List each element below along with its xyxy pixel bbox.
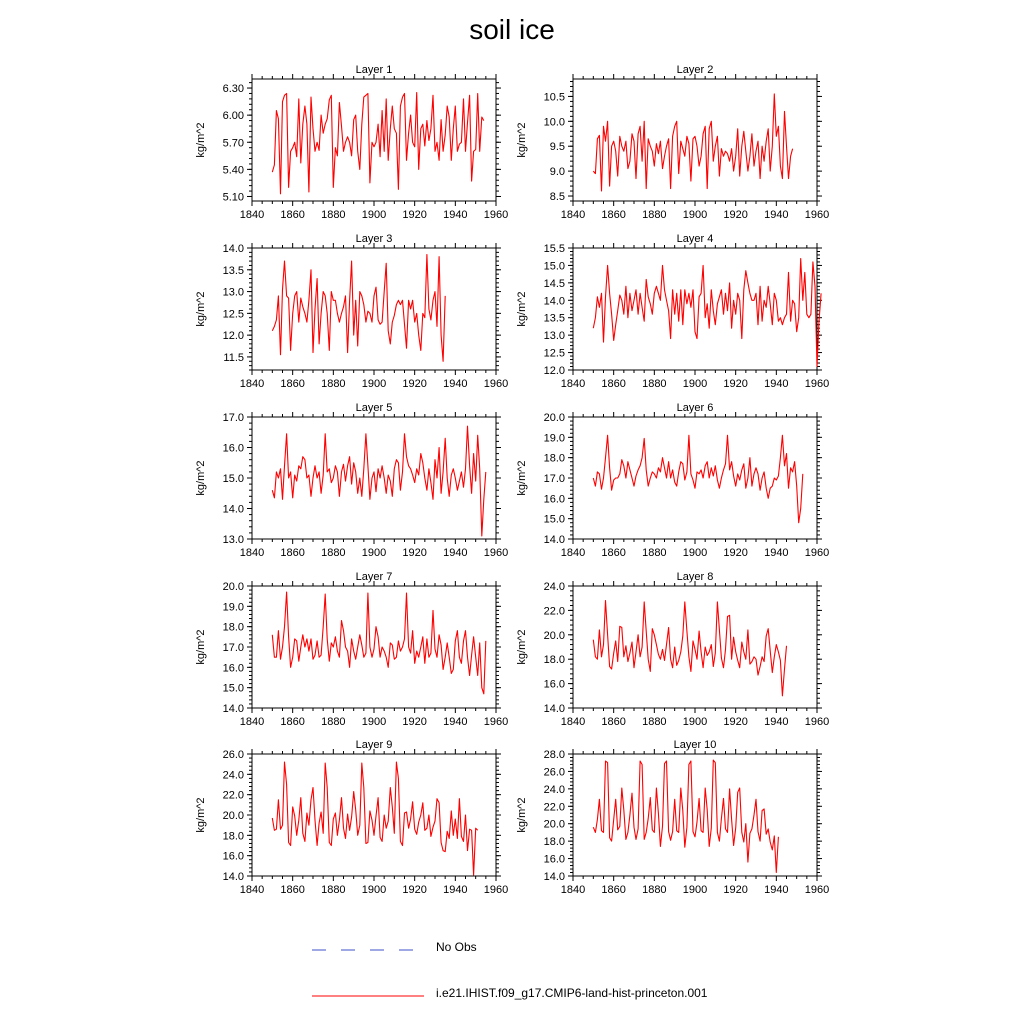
- x-tick-label: 1900: [682, 716, 708, 728]
- y-tick-label: 16.0: [543, 678, 565, 691]
- panel-title: Layer 7: [355, 571, 393, 583]
- y-tick-label: 14.0: [222, 871, 244, 883]
- x-tick-label: 1940: [764, 209, 789, 221]
- y-tick-label: 15.0: [543, 260, 565, 273]
- x-tick-label: 1860: [280, 884, 305, 896]
- y-tick-label: 24.0: [543, 783, 565, 796]
- panel-layer-3: [195, 233, 508, 390]
- y-tick-label: 14.0: [543, 295, 565, 308]
- x-tick-label: 1900: [361, 378, 387, 390]
- y-tick-label: 20.0: [543, 629, 565, 642]
- y-tick-label: 10.0: [543, 116, 565, 129]
- y-tick-label: 14.0: [222, 243, 244, 255]
- x-tick-label: 1900: [682, 209, 708, 221]
- x-tick-label: 1880: [642, 884, 667, 896]
- x-tick-label: 1860: [280, 716, 305, 728]
- plot-frame: [573, 417, 817, 539]
- y-tick-label: 13.0: [222, 286, 244, 299]
- x-tick-label: 1900: [682, 378, 708, 390]
- y-tick-label: 10.5: [543, 91, 565, 104]
- y-axis-label: kg/m^2: [195, 122, 207, 158]
- x-tick-label: 1840: [239, 547, 265, 559]
- y-tick-label: 14.5: [543, 277, 565, 290]
- y-tick-label: 16.0: [543, 853, 565, 866]
- x-tick-label: 1840: [239, 884, 265, 896]
- y-tick-label: 14.0: [222, 703, 244, 715]
- panel-layer-9: [195, 739, 508, 896]
- x-tick-label: 1940: [764, 378, 789, 390]
- y-tick-label: 12.5: [543, 347, 565, 360]
- y-tick-label: 28.0: [543, 749, 565, 761]
- x-tick-label: 1900: [682, 547, 708, 559]
- series-line-soil-ice: [272, 255, 445, 362]
- y-axis-label: kg/m^2: [195, 797, 207, 833]
- y-tick-label: 6.30: [222, 83, 244, 96]
- x-tick-label: 1860: [280, 209, 305, 221]
- x-tick-label: 1840: [239, 716, 265, 728]
- y-tick-label: 22.0: [543, 605, 565, 618]
- y-tick-label: 16.0: [543, 493, 565, 506]
- x-tick-label: 1960: [804, 209, 830, 221]
- x-tick-label: 1860: [280, 378, 305, 390]
- y-tick-label: 12.0: [222, 330, 244, 343]
- x-tick-label: 1880: [642, 378, 667, 390]
- plot-frame: [573, 754, 817, 876]
- y-tick-label: 22.0: [222, 789, 244, 802]
- x-tick-label: 1940: [443, 209, 468, 221]
- legend-label-model-run: i.e21.IHIST.f09_g17.CMIP6-land-hist-princeton.001: [436, 986, 708, 1000]
- x-tick-label: 1900: [361, 547, 387, 559]
- x-tick-label: 1860: [601, 378, 626, 390]
- x-tick-label: 1860: [280, 547, 305, 559]
- x-tick-label: 1960: [483, 716, 509, 728]
- y-tick-label: 19.0: [222, 601, 244, 614]
- x-tick-label: 1920: [402, 209, 427, 221]
- series-line-soil-ice: [593, 259, 821, 367]
- x-tick-label: 1960: [483, 378, 509, 390]
- legend-swatch-dashed: [312, 940, 422, 960]
- x-tick-label: 1960: [804, 378, 830, 390]
- y-axis-label: kg/m^2: [516, 460, 528, 496]
- x-tick-label: 1840: [560, 547, 586, 559]
- series-line-soil-ice: [272, 592, 486, 694]
- panel-title: Layer 5: [355, 402, 393, 414]
- x-tick-label: 1900: [682, 884, 708, 896]
- x-tick-label: 1880: [321, 884, 346, 896]
- y-tick-label: 26.0: [543, 766, 565, 779]
- y-tick-label: 26.0: [222, 749, 244, 761]
- y-tick-label: 16.0: [222, 662, 244, 675]
- y-tick-label: 20.0: [222, 810, 244, 822]
- x-tick-label: 1940: [443, 884, 468, 896]
- panel-layer-6: [516, 402, 829, 559]
- y-tick-label: 16.0: [222, 442, 244, 455]
- y-tick-label: 22.0: [543, 801, 565, 814]
- y-tick-label: 17.0: [222, 642, 244, 654]
- y-axis-label: kg/m^2: [516, 797, 528, 833]
- x-tick-label: 1920: [723, 209, 748, 221]
- panel-title: Layer 10: [673, 739, 717, 751]
- x-tick-label: 1880: [642, 716, 667, 728]
- series-line-soil-ice: [593, 601, 786, 696]
- x-tick-label: 1920: [723, 716, 748, 728]
- panel-title: Layer 2: [676, 64, 714, 76]
- y-tick-label: 19.0: [543, 432, 565, 445]
- x-tick-label: 1860: [601, 209, 626, 221]
- x-tick-label: 1840: [560, 884, 586, 896]
- y-axis-label: kg/m^2: [195, 291, 207, 327]
- series-line-soil-ice: [272, 762, 477, 875]
- y-tick-label: 14.0: [543, 871, 565, 883]
- x-tick-label: 1860: [601, 884, 626, 896]
- y-tick-label: 5.40: [222, 164, 244, 177]
- y-tick-label: 11.5: [223, 351, 244, 364]
- panel-layer-2: [516, 64, 829, 221]
- x-tick-label: 1940: [764, 716, 789, 728]
- panel-layer-4: [516, 233, 829, 390]
- y-tick-label: 13.0: [543, 330, 565, 343]
- y-tick-label: 13.5: [222, 264, 244, 277]
- y-axis-label: kg/m^2: [516, 629, 528, 665]
- y-axis-label: kg/m^2: [516, 291, 528, 327]
- panel-layer-5: [195, 402, 508, 559]
- y-tick-label: 9.5: [549, 141, 565, 154]
- y-tick-label: 20.0: [543, 412, 565, 424]
- x-tick-label: 1900: [361, 209, 387, 221]
- y-tick-label: 17.0: [222, 412, 244, 424]
- plot-frame: [252, 754, 496, 876]
- y-tick-label: 12.0: [543, 365, 565, 377]
- x-tick-label: 1940: [764, 884, 789, 896]
- x-tick-label: 1840: [239, 378, 265, 390]
- panel-title: Layer 3: [355, 233, 393, 245]
- x-tick-label: 1960: [804, 884, 830, 896]
- y-axis-label: kg/m^2: [195, 460, 207, 496]
- y-tick-label: 8.5: [549, 191, 565, 204]
- y-axis-label: kg/m^2: [195, 629, 207, 665]
- x-tick-label: 1940: [443, 378, 468, 390]
- legend-swatch-solid: [312, 986, 426, 1006]
- y-tick-label: 14.0: [543, 703, 565, 715]
- x-tick-label: 1920: [723, 378, 748, 390]
- series-line-soil-ice: [593, 94, 792, 191]
- x-tick-label: 1860: [601, 716, 626, 728]
- x-tick-label: 1920: [723, 547, 748, 559]
- y-tick-label: 18.0: [543, 654, 565, 667]
- y-tick-label: 15.5: [543, 243, 565, 255]
- series-line-soil-ice: [593, 435, 803, 522]
- y-tick-label: 18.0: [543, 836, 565, 849]
- panel-title: Layer 1: [355, 64, 393, 76]
- x-tick-label: 1840: [560, 209, 586, 221]
- y-tick-label: 18.0: [543, 452, 565, 465]
- y-tick-label: 5.10: [222, 191, 244, 204]
- x-tick-label: 1940: [764, 547, 789, 559]
- series-line-soil-ice: [593, 760, 778, 872]
- y-tick-label: 15.0: [543, 513, 565, 526]
- panel-title: Layer 4: [676, 233, 714, 245]
- y-tick-label: 13.5: [543, 312, 565, 325]
- series-line-soil-ice: [272, 426, 486, 536]
- chart-main-title: soil ice: [469, 14, 555, 45]
- y-tick-label: 13.0: [222, 534, 244, 546]
- plot-frame: [573, 248, 817, 370]
- panel-title: Layer 6: [676, 402, 714, 414]
- y-tick-label: 9.0: [549, 166, 565, 179]
- x-tick-label: 1920: [402, 884, 427, 896]
- x-tick-label: 1940: [443, 716, 468, 728]
- x-tick-label: 1960: [483, 547, 509, 559]
- panel-layer-7: [195, 571, 508, 728]
- x-tick-label: 1860: [601, 547, 626, 559]
- y-tick-label: 20.0: [222, 581, 244, 593]
- x-tick-label: 1880: [642, 547, 667, 559]
- legend-label-no-obs: No Obs: [436, 940, 477, 954]
- x-tick-label: 1840: [560, 378, 586, 390]
- panel-layer-10: [516, 739, 829, 896]
- x-tick-label: 1920: [402, 547, 427, 559]
- y-tick-label: 24.0: [222, 769, 244, 782]
- y-tick-label: 24.0: [543, 581, 565, 593]
- x-tick-label: 1920: [723, 884, 748, 896]
- series-line-soil-ice: [272, 93, 484, 194]
- panel-title: Layer 8: [676, 571, 714, 583]
- y-tick-label: 18.0: [222, 830, 244, 843]
- x-tick-label: 1840: [560, 716, 586, 728]
- x-tick-label: 1900: [361, 884, 387, 896]
- x-tick-label: 1960: [483, 884, 509, 896]
- y-tick-label: 16.0: [222, 850, 244, 863]
- y-tick-label: 14.0: [222, 503, 244, 516]
- x-tick-label: 1880: [642, 209, 667, 221]
- x-tick-label: 1960: [804, 716, 830, 728]
- x-tick-label: 1960: [804, 547, 830, 559]
- x-tick-label: 1920: [402, 716, 427, 728]
- y-tick-label: 6.00: [222, 110, 244, 123]
- y-tick-label: 18.0: [222, 621, 244, 634]
- x-tick-label: 1920: [402, 378, 427, 390]
- y-tick-label: 12.5: [222, 308, 244, 321]
- y-tick-label: 5.70: [222, 137, 244, 150]
- y-tick-label: 15.0: [222, 682, 244, 695]
- y-tick-label: 14.0: [543, 534, 565, 546]
- x-tick-label: 1880: [321, 547, 346, 559]
- x-tick-label: 1940: [443, 547, 468, 559]
- x-tick-label: 1900: [361, 716, 387, 728]
- x-tick-label: 1960: [483, 209, 509, 221]
- x-tick-label: 1840: [239, 209, 265, 221]
- y-tick-label: 20.0: [543, 818, 565, 831]
- panel-title: Layer 9: [355, 739, 393, 751]
- y-axis-label: kg/m^2: [516, 122, 528, 158]
- panel-layer-8: [516, 571, 829, 728]
- y-tick-label: 15.0: [222, 473, 244, 485]
- y-tick-label: 17.0: [543, 473, 565, 485]
- x-tick-label: 1880: [321, 378, 346, 390]
- x-tick-label: 1880: [321, 716, 346, 728]
- x-tick-label: 1880: [321, 209, 346, 221]
- panel-layer-1: [195, 64, 508, 221]
